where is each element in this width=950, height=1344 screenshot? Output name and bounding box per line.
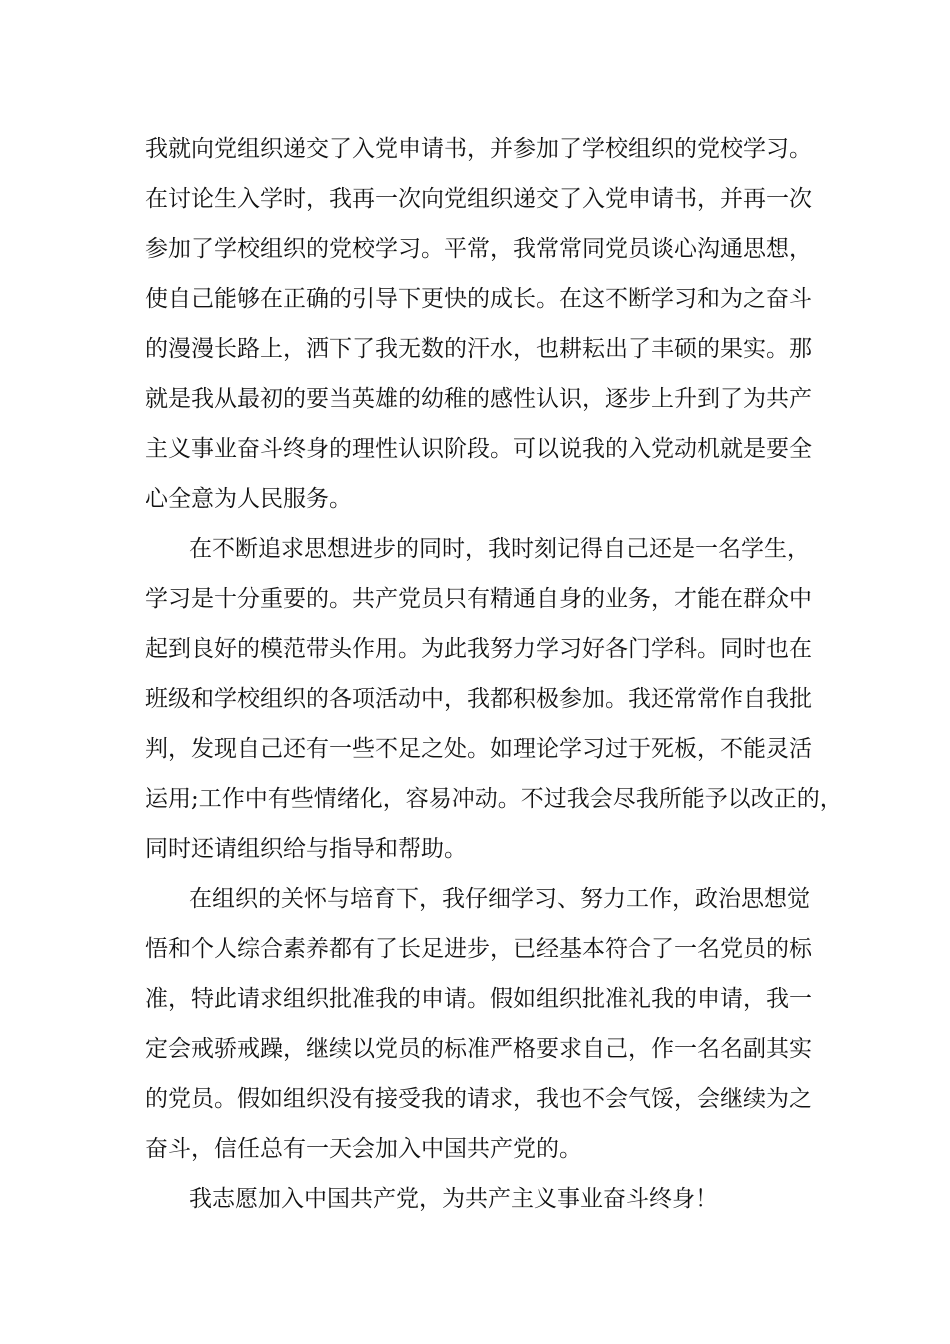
text-line: 的党员。假如组织没有接受我的请求，我也不会气馁，会继续为之 xyxy=(145,1086,812,1112)
text-line: 参加了学校组织的党校学习。平常，我常常同党员谈心沟通思想， xyxy=(145,236,812,262)
text-line: 运用;工作中有些情绪化，容易冲动。不过我会尽我所能予以改正的， xyxy=(145,786,843,812)
text-line: 准，特此请求组织批准我的申请。假如组织批准礼我的申请，我一 xyxy=(145,986,812,1012)
text-line: 同时还请组织给与指导和帮助。 xyxy=(145,836,467,862)
text-line: 判，发现自己还有一些不足之处。如理论学习过于死板，不能灵活 xyxy=(145,736,812,762)
text-line: 奋斗，信任总有一天会加入中国共产党的。 xyxy=(145,1136,582,1162)
text-line: 使自己能够在正确的引导下更快的成长。在这不断学习和为之奋斗 xyxy=(145,286,812,312)
text-line: 就是我从最初的要当英雄的幼稚的感性认识，逐步上升到了为共产 xyxy=(145,386,812,412)
text-line: 主义事业奋斗终身的理性认识阶段。可以说我的入党动机就是要全 xyxy=(145,436,812,462)
closing-statement: 我志愿加入中国共产党，为共产主义事业奋斗终身！ xyxy=(189,1186,718,1212)
text-line: 我就向党组织递交了入党申请书，并参加了学校组织的党校学习。 xyxy=(145,136,812,162)
paragraph-first-line: 在组织的关怀与培育下，我仔细学习、努力工作，政治思想觉 xyxy=(189,886,810,912)
text-line: 班级和学校组织的各项活动中，我都积极参加。我还常常作自我批 xyxy=(145,686,812,712)
text-line: 定会戒骄戒躁，继续以党员的标准严格要求自己，作一名名副其实 xyxy=(145,1036,812,1062)
text-line: 悟和个人综合素养都有了长足进步，已经基本符合了一名党员的标 xyxy=(145,936,812,962)
text-line: 学习是十分重要的。共产党员只有精通自身的业务，才能在群众中 xyxy=(145,586,812,612)
paragraph-first-line: 在不断追求思想进步的同时，我时刻记得自己还是一名学生， xyxy=(189,536,810,562)
text-line: 在讨论生入学时，我再一次向党组织递交了入党申请书，并再一次 xyxy=(145,186,812,212)
text-line: 起到良好的模范带头作用。为此我努力学习好各门学科。同时也在 xyxy=(145,636,812,662)
text-line: 心全意为人民服务。 xyxy=(145,486,352,512)
text-line: 的漫漫长路上，洒下了我无数的汗水，也耕耘出了丰硕的果实。那 xyxy=(145,336,812,362)
